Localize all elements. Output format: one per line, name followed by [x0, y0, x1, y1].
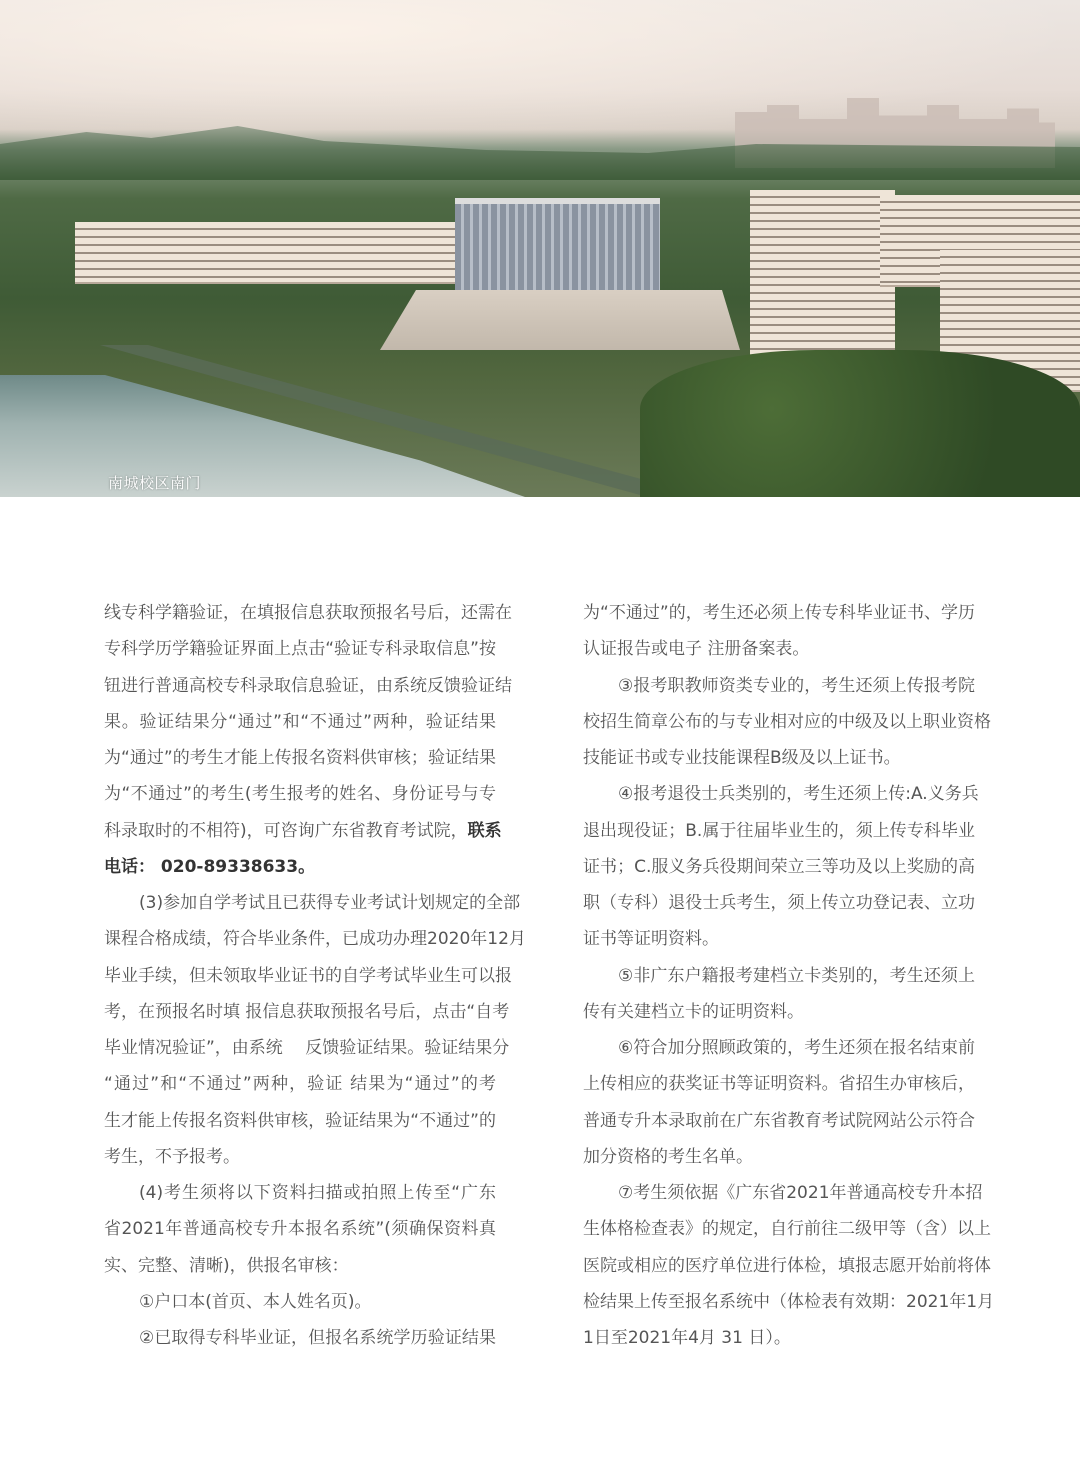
left-column	[104, 595, 526, 1356]
line-text: 技能证书或专业技能课程B级及以上证书。	[583, 748, 901, 768]
photo-caption: 南城校区南门	[108, 474, 202, 492]
contact-phone-text: 联系	[467, 820, 502, 841]
text-line	[104, 1175, 496, 1211]
line-text: 考生，不予报考。	[104, 1146, 240, 1167]
text-line	[104, 1066, 496, 1102]
text-line	[583, 813, 975, 849]
line-text: 退出现役证；B.属于往届毕业生的，须上传专科毕业	[583, 820, 975, 841]
line-text: 为“通过”的考生才能上传报名资料供审核；验证结果	[104, 748, 496, 768]
text-line	[104, 1030, 510, 1066]
line-text: 生体格检查表》的规定，自行前往二级甲等（含）以上	[583, 1219, 991, 1240]
line-text: 科录取时的不相符)，可咨询广东省教育考试院，	[104, 820, 468, 841]
teaching-building	[75, 222, 455, 284]
line-text: “通过”和“不通过”两种，验证 结果为“通过”的考	[104, 1074, 496, 1095]
line-text: 证书；C.服义务兵役期间荣立三等功及以上奖励的高	[583, 856, 975, 877]
text-line	[583, 849, 975, 885]
text-line	[583, 885, 975, 921]
text-line	[583, 1320, 975, 1356]
text-line	[583, 1211, 991, 1247]
line-text: 为“不通过”的考生(考生报考的姓名、身份证号与专	[104, 784, 496, 805]
text-line	[104, 776, 496, 812]
line-text: 钮进行普通高校专科录取信息验证，由系统反馈验证结	[104, 675, 512, 696]
text-line	[583, 1175, 983, 1211]
right-column	[583, 595, 995, 1356]
line-text: 上传相应的获奖证书等证明资料。省招生办审核后，	[583, 1074, 975, 1095]
line-text: 省2021年普通高校专升本报名系统”(须确保资料真	[104, 1219, 496, 1240]
line-text: 果。验证结果分“通过”和“不通过”两种，验证结果	[104, 711, 496, 732]
text-line	[583, 1066, 975, 1102]
text-line	[104, 595, 512, 631]
text-line	[583, 631, 975, 667]
trees	[640, 350, 1080, 497]
text-line	[583, 704, 991, 740]
contact-phone-text: 电话： 020-89338633。	[104, 856, 316, 877]
line-text: 普通专升本录取前在广东省教育考试院网站公示符合	[583, 1110, 975, 1131]
line-text: (3)参加自学考试且已获得专业考试计划规定的全部	[139, 893, 521, 913]
line-text: 考，在预报名时填 报信息获取预报名号后，点击“自考	[104, 1001, 510, 1022]
text-line	[104, 704, 496, 740]
line-text: 传有关建档立卡的证明资料。	[583, 1001, 804, 1022]
line-text: 职（专科）退役士兵考生，须上传立功登记表、立功	[583, 893, 975, 913]
line-text: ③报考职教师资类专业的，考生还须上传报考院	[618, 675, 975, 696]
text-line	[104, 994, 510, 1030]
text-line	[104, 1320, 496, 1356]
plaza	[380, 290, 740, 350]
line-text: ⑤非广东户籍报考建档立卡类别的，考生还须上	[618, 965, 975, 986]
text-line	[583, 994, 975, 1030]
line-text: 毕业手续，但未领取毕业证书的自学考试毕业生可以报	[104, 965, 512, 986]
text-line	[104, 1211, 496, 1247]
line-text: 生才能上传报名资料供审核，验证结果为“不通过”的	[104, 1110, 496, 1131]
line-text: 1日至2021年4月 31 日）。	[583, 1328, 791, 1348]
text-line	[104, 885, 521, 921]
text-line	[583, 668, 975, 704]
line-text: 医院或相应的医疗单位进行体检，填报志愿开始前将体	[583, 1255, 991, 1276]
text-line	[583, 1284, 995, 1320]
line-text: 证书等证明资料。	[583, 929, 719, 950]
campus-photo	[0, 0, 1080, 497]
line-text: 实、完整、清晰)，供报名审核：	[104, 1255, 349, 1276]
text-line	[583, 921, 975, 957]
text-line	[104, 631, 496, 667]
text-line	[104, 958, 512, 994]
line-text: ②已取得专科毕业证，但报名系统学历验证结果	[139, 1328, 496, 1348]
text-line	[583, 1139, 975, 1175]
text-line	[104, 921, 526, 957]
line-text: 认证报告或电子 注册备案表。	[583, 639, 810, 660]
line-text: 课程合格成绩，符合毕业条件，已成功办理2020年12月	[104, 929, 526, 950]
line-text: 加分资格的考生名单。	[583, 1146, 753, 1167]
text-line	[583, 740, 975, 776]
text-line	[583, 1030, 975, 1066]
line-text: 专科学历学籍验证界面上点击“验证专科录取信息”按	[104, 639, 496, 660]
line-text: 毕业情况验证”，由系统 反馈验证结果。验证结果分	[104, 1038, 510, 1058]
dormitory-building	[750, 190, 895, 357]
line-text: 为“不通过”的，考生还必须上传专科毕业证书、学历	[583, 603, 975, 623]
text-line	[104, 740, 496, 776]
text-line	[583, 1103, 975, 1139]
line-text: 检结果上传至报名系统中（体检表有效期：2021年1月	[583, 1291, 995, 1312]
text-line	[104, 1139, 496, 1175]
line-text: ④报考退役士兵类别的，考生还须上传:A.义务兵	[618, 784, 979, 805]
line-text: ⑥符合加分照顾政策的，考生还须在报名结束前	[618, 1038, 975, 1058]
text-line	[104, 1284, 496, 1320]
line-text: ①户口本(首页、本人姓名页)。	[139, 1291, 372, 1312]
line-text: ⑦考生须依据《广东省2021年普通高校专升本招	[618, 1183, 983, 1203]
text-line	[104, 813, 502, 849]
text-line	[104, 668, 512, 704]
text-line	[583, 958, 975, 994]
text-line	[583, 595, 975, 631]
line-text: (4)考生须将以下资料扫描或拍照上传至“广东	[139, 1183, 496, 1203]
text-line	[583, 776, 979, 812]
main-building	[455, 198, 660, 296]
text-line	[583, 1248, 991, 1284]
text-line	[104, 1248, 496, 1284]
text-line	[104, 849, 496, 885]
text-line	[104, 1103, 496, 1139]
line-text: 校招生简章公布的与专业相对应的中级及以上职业资格	[583, 711, 991, 732]
line-text: 线专科学籍验证，在填报信息获取预报名号后，还需在	[104, 603, 512, 623]
